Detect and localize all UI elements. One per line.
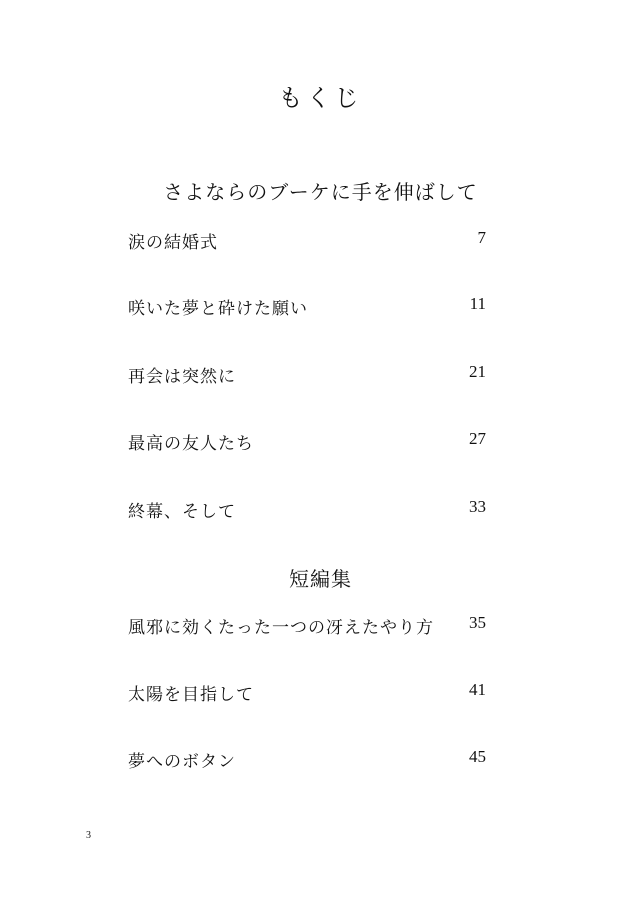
toc-entry (128, 497, 486, 525)
toc-entry-label: 最高の友人たち (128, 434, 254, 454)
page-title: もくじ (278, 84, 363, 112)
toc-entry-page: 7 (477, 228, 486, 247)
toc-entry-page: 21 (469, 362, 486, 381)
toc-entry (128, 294, 486, 322)
toc-entry-page: 11 (469, 294, 486, 313)
toc-entry (128, 228, 486, 256)
toc-entry-label: 夢へのボタン (128, 752, 236, 772)
toc-entry-label: 風邪に効くたった一つの冴えたやり方 (128, 618, 434, 638)
toc-entry-label: 咲いた夢と砕けた願い (128, 299, 308, 319)
toc-entry (128, 362, 486, 390)
toc-entry (128, 680, 486, 708)
toc-entry (128, 613, 486, 641)
toc-entry-page: 27 (469, 429, 486, 448)
section-title: さよならのブーケに手を伸ばして (163, 180, 478, 204)
section-title: 短編集 (289, 567, 352, 591)
toc-entry (128, 429, 486, 457)
toc-entry-label: 太陽を目指して (128, 685, 254, 705)
toc-entry-page: 35 (469, 613, 486, 632)
toc-entry-label: 涙の結婚式 (128, 233, 218, 253)
toc-entry-label: 終幕、そして (128, 502, 236, 522)
toc-entry (128, 747, 486, 775)
toc-entry-page: 33 (469, 497, 486, 516)
page-number: 3 (86, 830, 91, 841)
toc-entry-page: 45 (469, 747, 486, 766)
toc-entry-page: 41 (469, 680, 486, 699)
toc-entry-label: 再会は突然に (128, 367, 236, 387)
